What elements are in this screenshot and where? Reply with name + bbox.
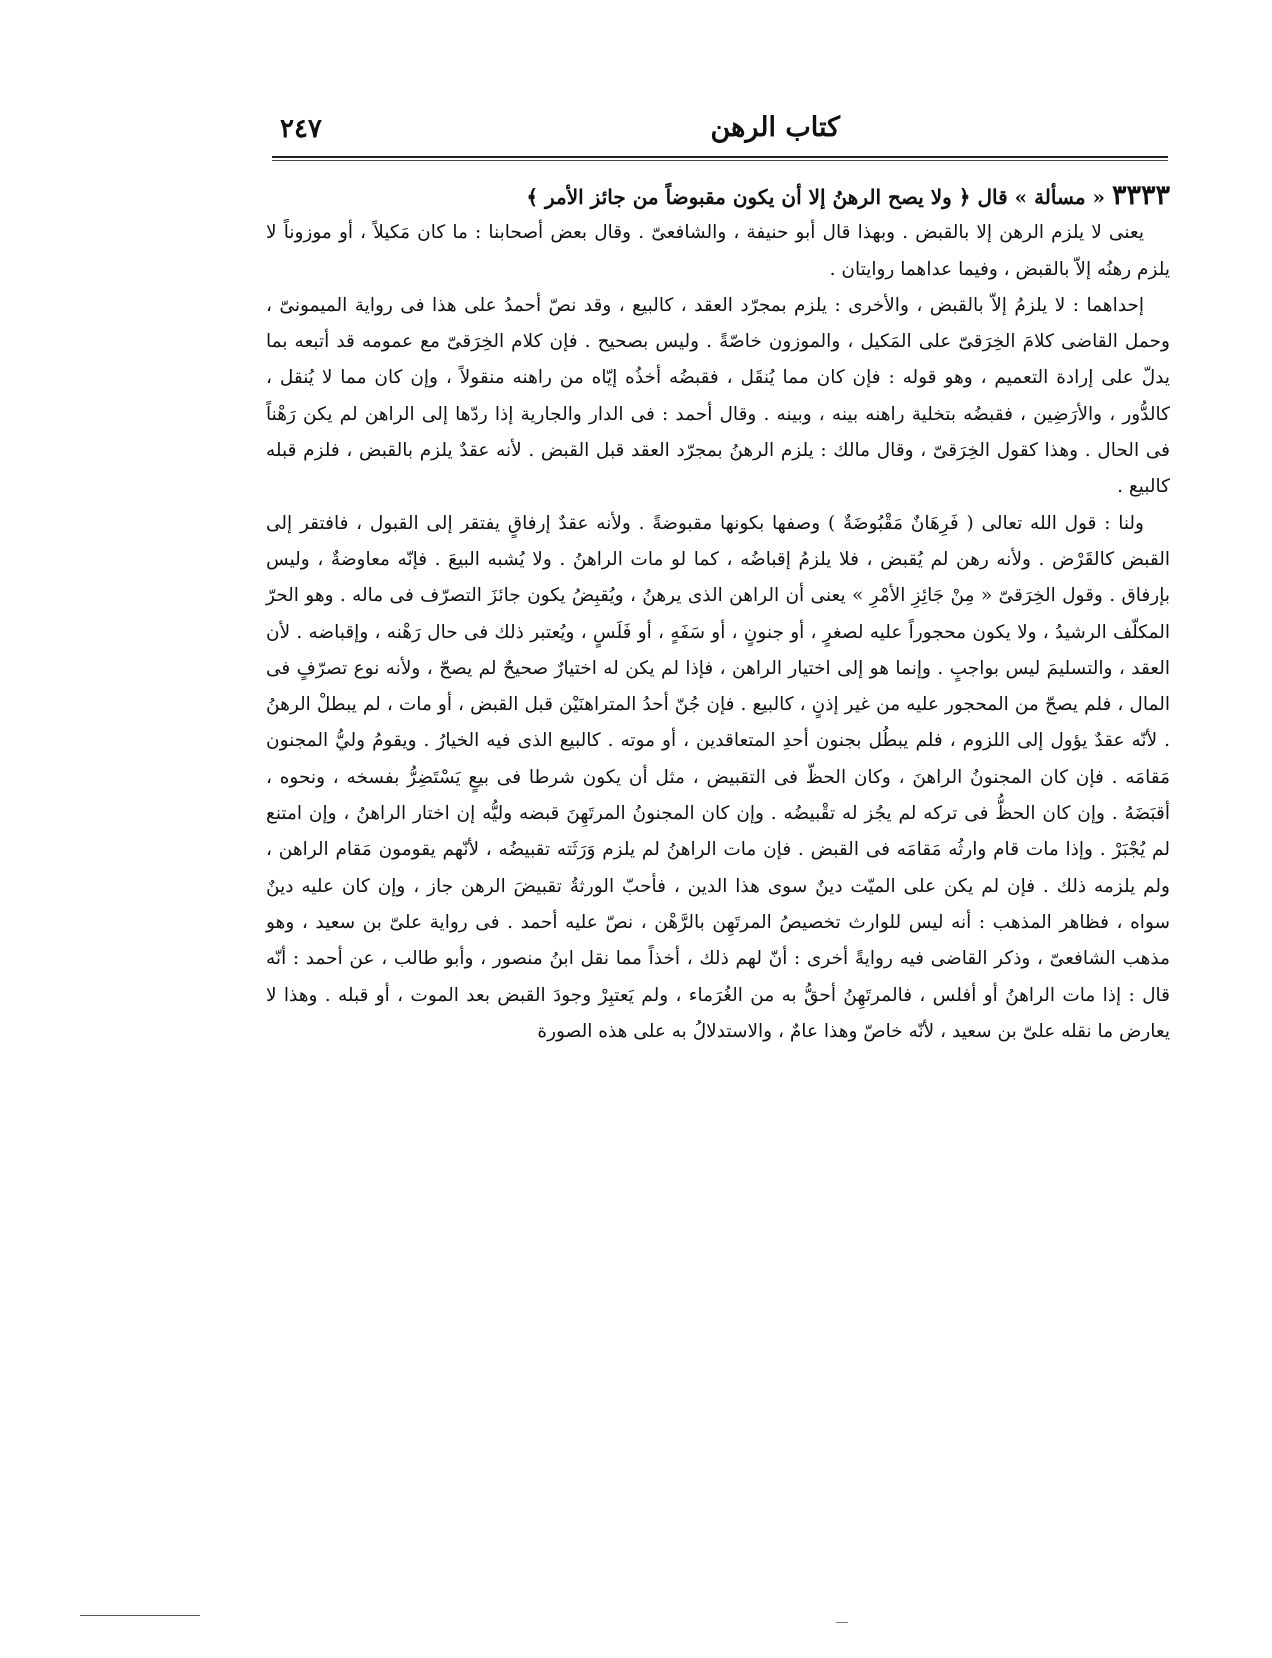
header-rule bbox=[272, 156, 1168, 158]
paragraph-2: إحداهما : لا يلزمُ إلاّ بالقبض ، والأخرى : يلزم بمجرّد العقد ، كالبيع ، وقد نصّ أحمدُ على هذا فى رواية الميمونىّ ، وحمل القاضى كلامَ الخِرَقىّ على المَكيل ، والموزون خاصّةً . وليس بصحيح . فإن كلام الخِرَقىّ مع عمومه قد أتبعه بما يدلّ على إرادة التعميم ، وهو قوله : فإن كان مما يُنقَل ، فقبضُه أخذُه إيّاه من راهنه منقولاً ، وإن كان مما لا يُنقل ، كالدُّور ، والأرَضِين ، فقبضُه بتخلية راهنه بينه ، وبينه . وقال أحمد : فى الدار والجارية إذا ردّها إلى الراهن لم يكن رَهْناً فى الحال . وهذا كقول الخِرَقىّ ، وقال مالك : يلزم الرهنُ بمجرّد العقد قبل القبض . لأنه عقدٌ يلزم بالقبض ، فلزم قبله كالبيع . bbox=[266, 294, 1170, 498]
paragraph-3: ولنا : قول الله تعالى ( فَرِهَانٌ مَقْبُوضَةٌ ) وصفها بكونها مقبوضةً . ولأنه عقدٌ إرفاقٍ يفتقر إلى القبول ، فافتقر إلى القبض كالقَرْض . ولأنه رهن لم يُقبض ، فلا يلزمُ إقباضُه ، كما لو مات الراهنُ . ولا يُشبه البيعَ . فإنّه معاوضةٌ ، وليس بإرفاق . وقول الخِرَقىّ « مِنْ جَائِزِ الأمْرِ » يعنى أن الراهن الذى يرهنُ ، ويُقبِضُ يكون جائزَ التصرّف فى ماله . وهو الحرّ المكلّف الرشيدُ ، ولا يكون محجوراً عليه لصغرٍ ، أو جنونٍ ، أو سَفَهٍ ، أو فَلَسٍ ، ويُعتبر ذلك فى حال رَهْنه ، وإقباضه . لأن العقد ، والتسليمَ ليس بواجبٍ . وإنما هو إلى اختيار الراهن ، فإذا لم يكن له اختيارٌ صحيحٌ لم يصحّ ، ولأنه نوع تصرّفٍ فى المال ، فلم يصحّ من المحجور عليه من غير إذنٍ ، كالبيع . فإن جُنّ أحدُ المتراهنَيْن قبل القبض ، أو مات ، لم يبطلْ الرهنُ . لأنّه عقدٌ يؤول إلى اللزوم ، فلم يبطُل بجنون أحدِ المتعاقدين ، أو موته . كالبيع الذى فيه الخيارُ . ويقومُ وليُّ المجنون مَقامَه . فإن كان المجنونُ الراهنَ ، وكان الحظّ فى التقبيض ، مثل أن يكون شرطا فى بيعٍ يَسْتَضِرُّ بفسخه ، ونحوه ، أقبَضَهُ . وإن كان الحظُّ فى تركه لم يجُز له تقْبيضُه . وإن كان المجنونُ المرتَهِنَ قبضه وليُّه إن اختار الراهنُ ، وإن امتنع لم يُجْبَرْ . وإذا مات قام وارثُه مَقامَه فى القبض . فإن مات الراهنُ لم يلزم وَرَثَته تقبيضُه ، لأنّهم يقومون مَقام الراهن ، ولم يلزمه ذلك . فإن لم يكن على الميّت دينٌ سوى هذا الدين ، فأحبّ الورثةُ تقبيضَ الرهن جاز ، وإن كان عليه دينٌ سواه ، فظاهر المذهب : أنه ليس للوارث تخصيصُ المرتَهِن بالرَّهْن ، نصّ عليه أحمد . فى رواية علىّ بن سعيد ، وهو مذهب الشافعىّ ، وذكر القاضى فيه روايةً أخرى : أنّ لهم ذلك ، أخذاً مما نقل ابنُ منصور ، وأبو طالب ، عن أحمد : أنّه قال : إذا مات الراهنُ أو أفلس ، فالمرتَهِنُ أحقُّ به من الغُرَماء ، ولم يَعتبِرْ وجودَ القبض بعد الموت ، أو قبله . وهذا لا يعارض ما نقله علىّ بن سعيد ، لأنّه خاصّ وهذا عامٌ ، والاستدلالُ به على هذه الصورة bbox=[266, 512, 1170, 1042]
footer-rule-left bbox=[80, 1615, 200, 1616]
paragraph-1: يعنى لا يلزم الرهن إلا بالقبض . وبهذا قال أبو حنيفة ، والشافعىّ . وقال بعض أصحابنا : ما كان مَكيلاً ، أو موزوناً لا يلزم رهنُه إلاّ بالقبض ، وفيما عداهما روايتان . bbox=[266, 222, 1170, 280]
header-rule-thin bbox=[272, 160, 1168, 161]
page-number: ٢٤٧ bbox=[280, 114, 322, 144]
issue-heading-text: « مسألة » قال ﴿ ولا يصح الرهنُ إلا أن يكون مقبوضاً من جائز الأمر ﴾ bbox=[526, 185, 1106, 209]
body-text bbox=[266, 178, 1170, 1050]
running-title: كتاب الرهن bbox=[710, 112, 840, 143]
issue-number: ٣٣٣٣ bbox=[1111, 180, 1170, 211]
issue-heading bbox=[266, 178, 1170, 215]
footer-mark-center bbox=[836, 1622, 848, 1623]
page-header bbox=[270, 112, 1170, 156]
